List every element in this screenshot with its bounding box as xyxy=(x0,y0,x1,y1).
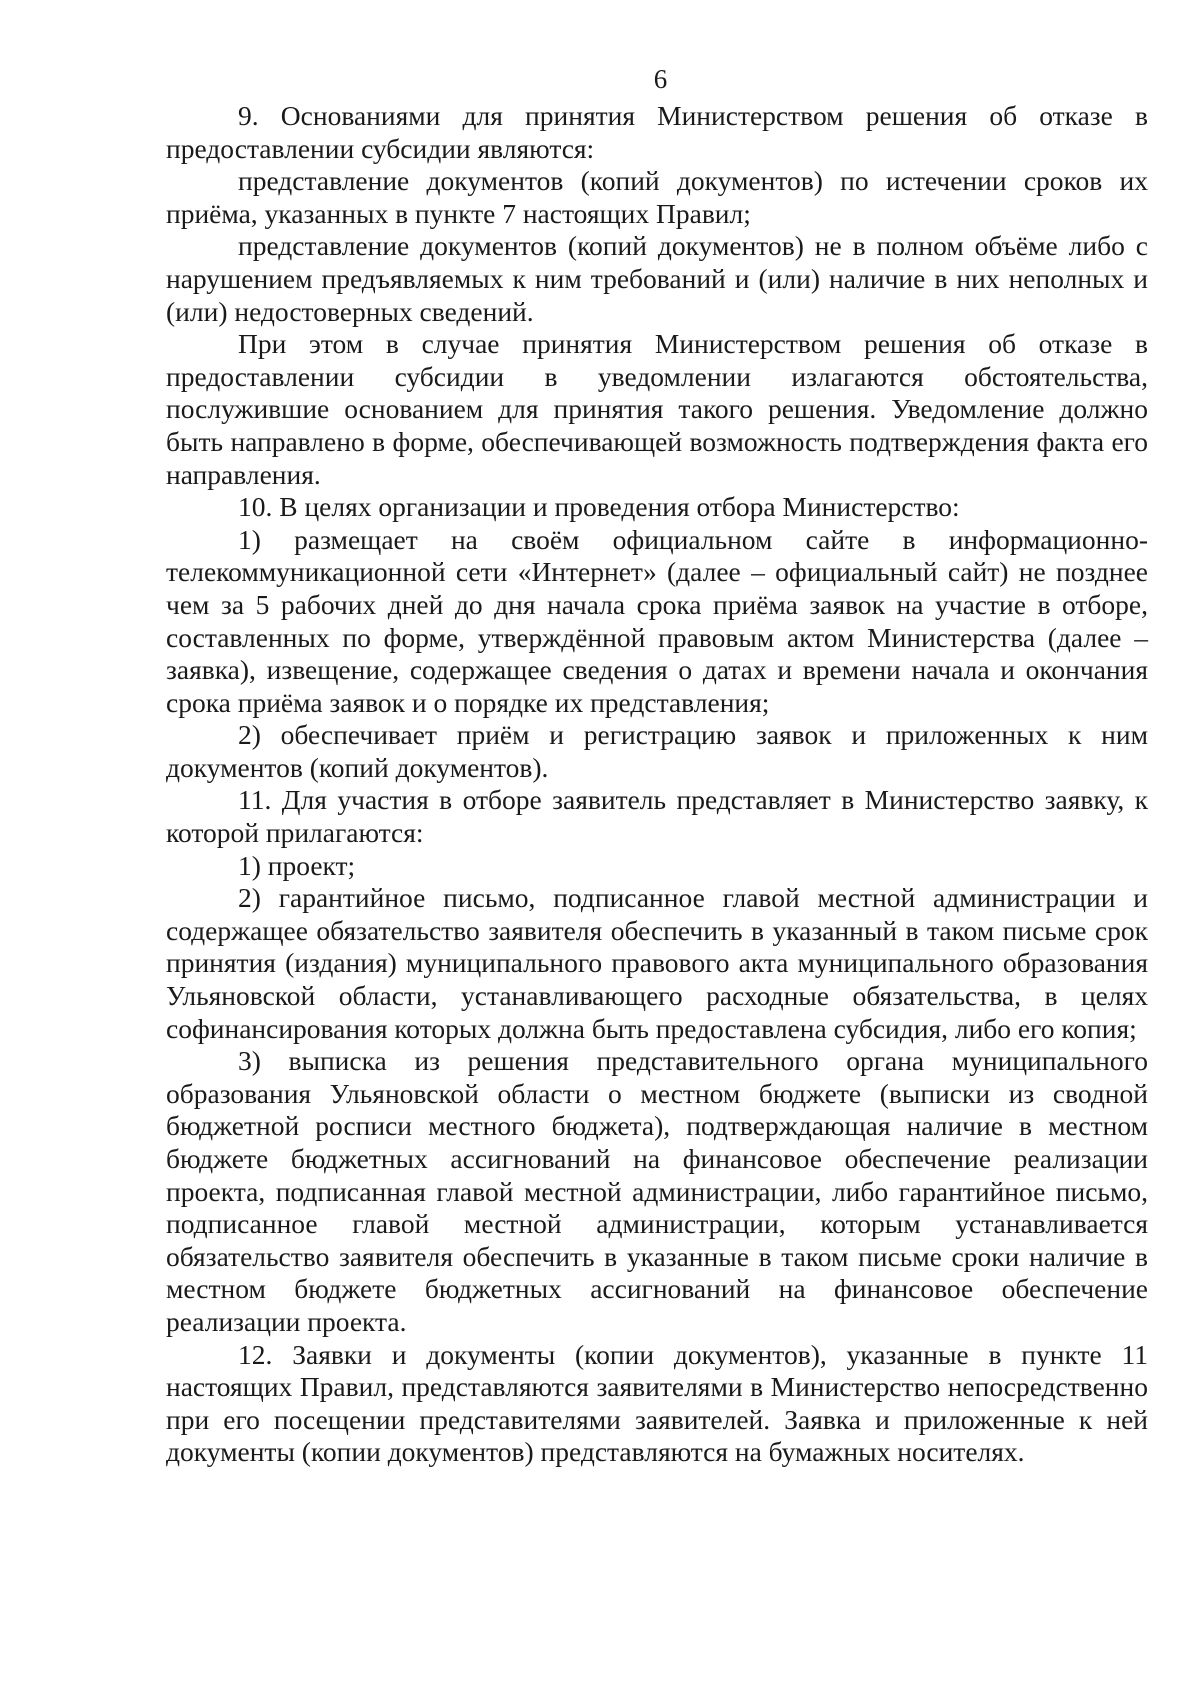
paragraph-9-item-incomplete: представление документов (копий документов) не в полном объёме либо с нарушением предъявляемых к ним требований и (или) наличие в них неполных и (или) недостоверных сведений. xyxy=(166,230,1148,327)
paragraph-11-intro: 11. Для участия в отборе заявитель представляет в Министерство заявку, к которой прилагаются: xyxy=(166,784,1148,849)
paragraph-11-item-2: 2) гарантийное письмо, подписанное главой местной администрации и содержащее обязательство заявителя обеспечить в указанный в таком письме срок принятия (издания) муниципального правового акта муниципального образования Ульяновской области, устанавливающего расходные обязательства, в целях софинансирования которых должна быть предоставлена субсидия, либо его копия; xyxy=(166,882,1148,1044)
paragraph-9-item-late: представление документов (копий документов) по истечении сроков их приёма, указанных в пункте 7 настоящих Правил; xyxy=(166,165,1148,229)
paragraph-12: 12. Заявки и документы (копии документов), указанные в пункте 11 настоящих Правил, представляются заявителями в Министерство непосредственно при его посещении представителями заявителей. Заявка и приложенные к ней документы (копии документов) представляются на бумажных носителях. xyxy=(166,1338,1148,1468)
paragraph-11-item-1: 1) проект; xyxy=(238,849,356,881)
document-body xyxy=(166,100,1148,1469)
paragraph-11-item-3: 3) выписка из решения представительного органа муниципального образования Ульяновской области о местном бюджете (выписки из сводной бюджетной росписи местного бюджета), подтверждающая наличие в местном бюджете бюджетных ассигнований на финансовое обеспечение реализации проекта, подписанная главой местной администрации, либо гарантийное письмо, подписанное главой местной администрации, которым устанавливается обязательство заявителя обеспечить в указанные в таком письме сроки наличие в местном бюджете бюджетных ассигнований на финансовое обеспечение реализации проекта. xyxy=(166,1045,1148,1337)
paragraph-9-intro: 9. Основаниями для принятия Министерством решения об отказе в предоставлении субсидии являются: xyxy=(166,100,1148,164)
paragraph-10-item-1: 1) размещает на своём официальном сайте в информационно-телекоммуникационной сети «Интернет» (далее – официальный сайт) не позднее чем за 5 рабочих дней до дня начала срока приёма заявок на участие в отборе, составленных по форме, утверждённой правовым актом Министерства (далее – заявка), извещение, содержащее сведения о датах и времени начала и окончания срока приёма заявок и о порядке их представления; xyxy=(166,523,1148,718)
page-number: 6 xyxy=(653,64,668,94)
paragraph-10-item-2: 2) обеспечивает приём и регистрацию заявок и приложенных к ним документов (копий документов). xyxy=(166,719,1148,783)
paragraph-10-intro: 10. В целях организации и проведения отбора Министерство: xyxy=(238,491,960,523)
paragraph-9-notice: При этом в случае принятия Министерством решения об отказе в предоставлении субсидии в уведомлении излагаются обстоятельства, послужившие основанием для принятия такого решения. Уведомление должно быть направлено в форме, обеспечивающей возможность подтверждения факта его направления. xyxy=(166,328,1148,490)
